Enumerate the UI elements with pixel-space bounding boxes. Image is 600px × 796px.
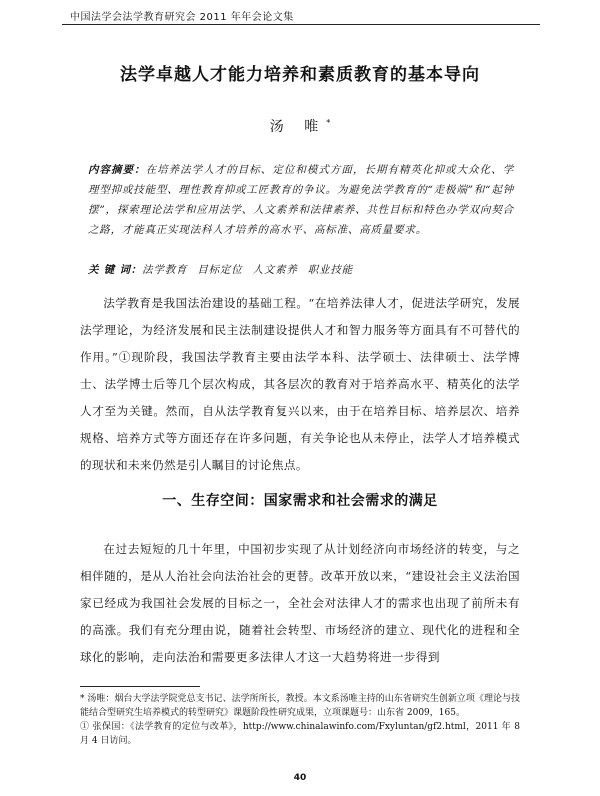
body-paragraph-intro: 法学教育是我国法治建设的基础工程。“在培养法律人才，促进法学研究，发展法学理论，为经济发展和民主法制建设提供人才和智力服务等方面具有不可替代的作用。”①现阶段，我国法学教育主要由法学本科、法学硕士、法律硕士、法学博士、法学博士后等几个层次构成，其各层次的教育对于培养高水平、精英化的法学人才至为关键。然而，自从法学教育复兴以来，由于在培养目标、培养层次、培养规格、培养方式等方面还存在许多问题，有关争论也从未停止，法学人才培养模式的现状和未来仍然是引人瞩目的讨论焦点。 — [80, 296, 520, 472]
page-number: 40 — [293, 773, 307, 783]
keyword: 目标定位 — [197, 264, 243, 276]
author-line — [0, 116, 600, 136]
abstract-text: 在培养法学人才的目标、定位和模式方面，长期有精英化抑或大众化、学理型抑或技能型、理性教育抑或工匠教育的争议。为避免法学教育的“走极端”和“起钟摆”，探索理论法学和应用法学、人文素养和法律素养、共性目标和特色办学双向契合之路，才能真正实现法科人才培养的高水平、高标准、高质量要求。 — [88, 164, 515, 236]
footnote-rule — [80, 686, 200, 687]
footnotes — [80, 692, 520, 748]
keyword: 法学教育 — [142, 264, 188, 276]
section-heading: 一、生存空间：国家需求和社会需求的满足 — [162, 493, 438, 509]
running-header: 中国法学会法学教育研究会 2011 年年会论文集 — [70, 12, 294, 23]
footnote-author: * 汤唯：烟台大学法学院党总支书记、法学所所长，教授。本文系汤唯主持的山东省研究生创新立项《理论与技能结合型研究生培养模式的转型研究》课题阶段性研究成果，立项课题号：山东省 2009，165。 — [80, 694, 520, 718]
abstract — [88, 160, 514, 240]
keyword: 职业技能 — [307, 264, 353, 276]
paper-title: 法学卓越人才能力培养和素质教育的基本导向 — [120, 65, 480, 85]
keywords-label: 关 键 词： — [88, 264, 143, 276]
author-footnote-mark: * — [326, 118, 331, 128]
author-name: 汤 唯 — [269, 119, 327, 135]
abstract-label: 内容摘要： — [88, 164, 146, 176]
footnote-1: ① 张保国：《法学教育的定位与改革》，http://www.chinalawinfo.com/Fxyluntan/gf2.html，2011 年 8 月 4 日访问。 — [80, 722, 520, 746]
header-rule — [62, 24, 540, 25]
keywords — [88, 262, 514, 277]
body-paragraph-section-1: 在过去短短的几十年里，中国初步实现了从计划经济向市场经济的转变，与之相伴随的，是从人治社会向法治社会的更替。改革开放以来，“建设社会主义法治国家已经成为我国社会发展的目标之一，全社会对法律人才的需求也出现了前所未有的高涨。我们有充分理由说，随着社会转型、市场经济的建立、现代化的进程和全球化的影响，走向法治和需要更多法律人才这一大趋势将进一步得到 — [80, 542, 520, 664]
keyword: 人文素养 — [252, 264, 298, 276]
